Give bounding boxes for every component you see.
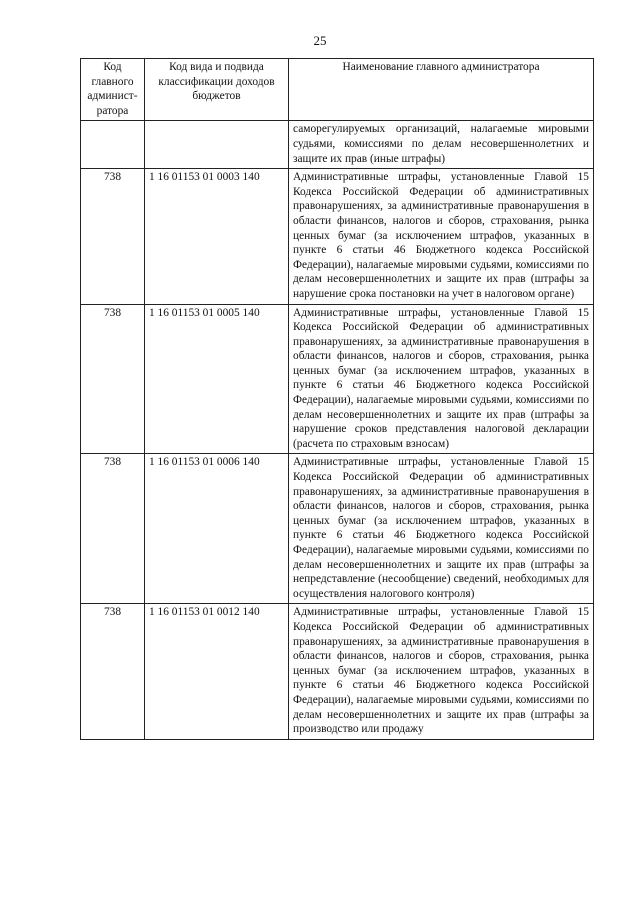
cell-admin-code: 738 <box>81 454 145 604</box>
cell-administrator-name: Административные штрафы, установленные Главой 15 Кодекса Российской Федерации об административных правонарушениях, за административные правонарушения в области финансов, налогов и сборов, страхования, рынка ценных бумаг (за исключением штрафов, указанных в пункте 6 статьи 46 Бюджетного кодекса Российской Федерации), налагаемые мировыми судьями, комиссиями по делам несовершеннолетних и защите их прав (штрафы за нарушение сроков представления налоговой декларации (расчета по страховым взносам) <box>289 304 594 454</box>
cell-administrator-name: Административные штрафы, установленные Главой 15 Кодекса Российской Федерации об административных правонарушениях, за административные правонарушения в области финансов, налогов и сборов, страхования, рынка ценных бумаг (за исключением штрафов, указанных в пункте 6 статьи 46 Бюджетного кодекса Российской Федерации), налагаемые мировыми судьями, комиссиями по делам несовершеннолетних и защите их прав (штрафы за непредставление (несообщение) сведений, необходимых для осуществления налогового контроля) <box>289 454 594 604</box>
header-admin-code: Код главного админист-ратора <box>81 59 145 121</box>
table-row <box>81 304 594 454</box>
table-header-row <box>81 59 594 121</box>
cell-administrator-name: Административные штрафы, установленные Главой 15 Кодекса Российской Федерации об административных правонарушениях, за административные правонарушения в области финансов, налогов и сборов, страхования, рынка ценных бумаг (за исключением штрафов, указанных в пункте 6 статьи 46 Бюджетного кодекса Российской Федерации), налагаемые мировыми судьями, комиссиями по делам несовершеннолетних и защите их прав (штрафы за нарушение срока постановки на учет в налоговом органе) <box>289 169 594 304</box>
cell-administrator-name: саморегулируемых организаций, налагаемые мировыми судьями, комиссиями по делам несовершеннолетних и защите их прав (иные штрафы) <box>289 121 594 169</box>
cell-admin-code <box>81 121 145 169</box>
cell-classification-code <box>145 121 289 169</box>
header-administrator-name: Наименование главного администратора <box>289 59 594 121</box>
cell-classification-code: 1 16 01153 01 0006 140 <box>145 454 289 604</box>
table-row <box>81 169 594 304</box>
cell-administrator-name: Административные штрафы, установленные Главой 15 Кодекса Российской Федерации об административных правонарушениях, за административные правонарушения в области финансов, налогов и сборов, страхования, рынка ценных бумаг (за исключением штрафов, указанных в пункте 6 статьи 46 Бюджетного кодекса Российской Федерации), налагаемые мировыми судьями, комиссиями по делам несовершеннолетних и защите их прав (штрафы за производство или продажу <box>289 604 594 739</box>
cell-admin-code: 738 <box>81 304 145 454</box>
page-number: 25 <box>313 33 327 48</box>
cell-admin-code: 738 <box>81 604 145 739</box>
cell-admin-code: 738 <box>81 169 145 304</box>
cell-classification-code: 1 16 01153 01 0003 140 <box>145 169 289 304</box>
table-row-continuation <box>81 121 594 169</box>
table-row <box>81 604 594 739</box>
cell-classification-code: 1 16 01153 01 0012 140 <box>145 604 289 739</box>
header-classification-code: Код вида и подвида классификации доходов бюджетов <box>145 59 289 121</box>
table-row <box>81 454 594 604</box>
cell-classification-code: 1 16 01153 01 0005 140 <box>145 304 289 454</box>
revenue-codes-table <box>80 58 594 740</box>
